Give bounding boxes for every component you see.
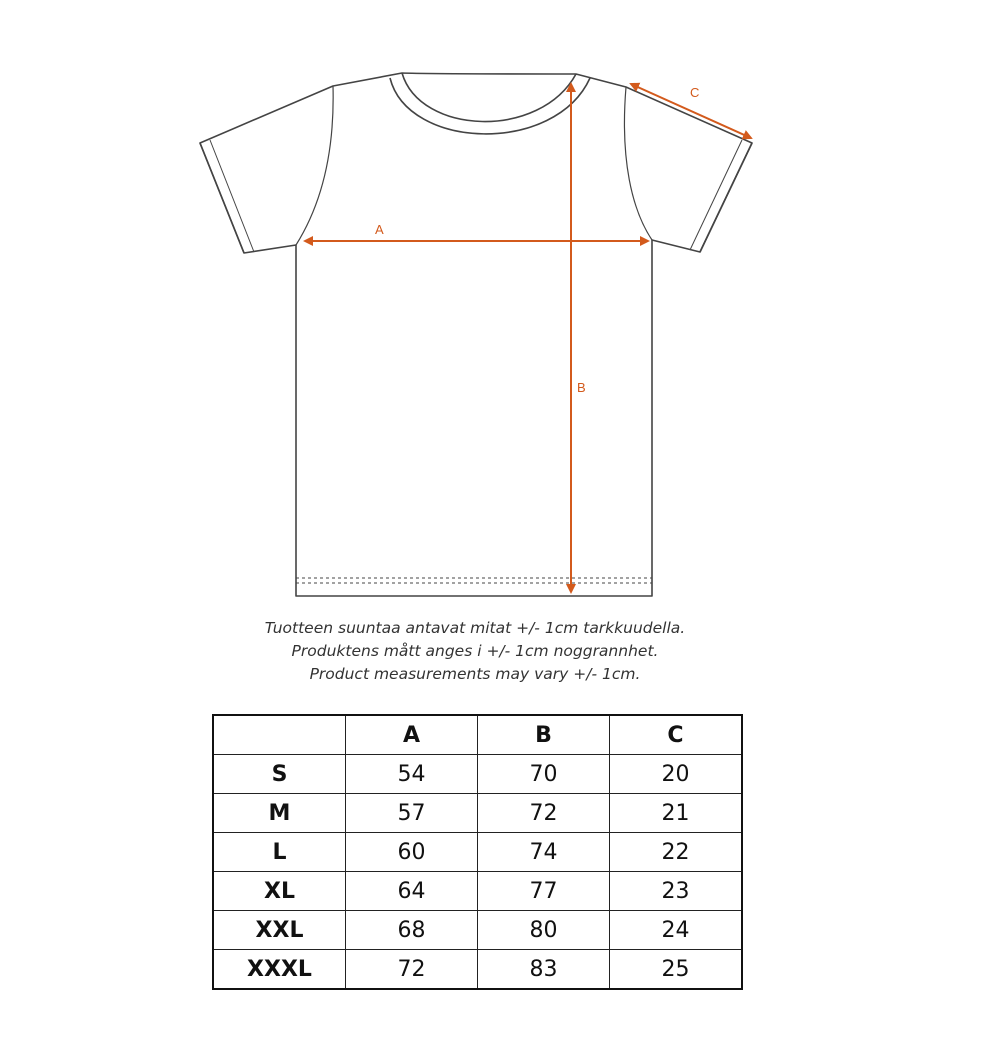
- value-a-cell: 54: [346, 755, 478, 794]
- value-b-cell: 77: [478, 872, 610, 911]
- table-row: [213, 755, 742, 794]
- size-cell: L: [213, 833, 346, 872]
- value-c-cell: 24: [610, 911, 743, 950]
- value-b-cell: 72: [478, 794, 610, 833]
- tshirt-outline: [200, 73, 752, 596]
- size-table: [212, 714, 743, 990]
- table-row: [213, 911, 742, 950]
- value-a-cell: 64: [346, 872, 478, 911]
- header-size: [213, 715, 346, 755]
- value-c-cell: 20: [610, 755, 743, 794]
- measure-a-label: A: [375, 222, 384, 237]
- value-c-cell: 21: [610, 794, 743, 833]
- note-english: Product measurements may vary +/- 1cm.: [309, 665, 641, 683]
- value-b-cell: 83: [478, 950, 610, 990]
- size-cell: XL: [213, 872, 346, 911]
- size-cell: S: [213, 755, 346, 794]
- note-swedish: Produktens mått anges i +/- 1cm noggrannhet.: [291, 642, 659, 660]
- value-c-cell: 23: [610, 872, 743, 911]
- table-row: [213, 872, 742, 911]
- header-c: C: [610, 715, 743, 755]
- table-header-row: [213, 715, 742, 755]
- header-b: B: [478, 715, 610, 755]
- value-a-cell: 60: [346, 833, 478, 872]
- value-c-cell: 25: [610, 950, 743, 990]
- value-b-cell: 70: [478, 755, 610, 794]
- size-cell: M: [213, 794, 346, 833]
- value-c-cell: 22: [610, 833, 743, 872]
- value-a-cell: 57: [346, 794, 478, 833]
- table-row: [213, 794, 742, 833]
- measure-c-label: C: [690, 85, 700, 100]
- value-b-cell: 80: [478, 911, 610, 950]
- size-cell: XXL: [213, 911, 346, 950]
- size-cell: XXXL: [213, 950, 346, 990]
- value-a-cell: 72: [346, 950, 478, 990]
- value-a-cell: 68: [346, 911, 478, 950]
- table-row: [213, 950, 742, 990]
- value-b-cell: 74: [478, 833, 610, 872]
- measurement-notes: [0, 617, 950, 686]
- table-row: [213, 833, 742, 872]
- header-a: A: [346, 715, 478, 755]
- measure-b-label: B: [577, 380, 586, 395]
- note-finnish: Tuotteen suuntaa antavat mitat +/- 1cm tarkkuudella.: [264, 619, 686, 637]
